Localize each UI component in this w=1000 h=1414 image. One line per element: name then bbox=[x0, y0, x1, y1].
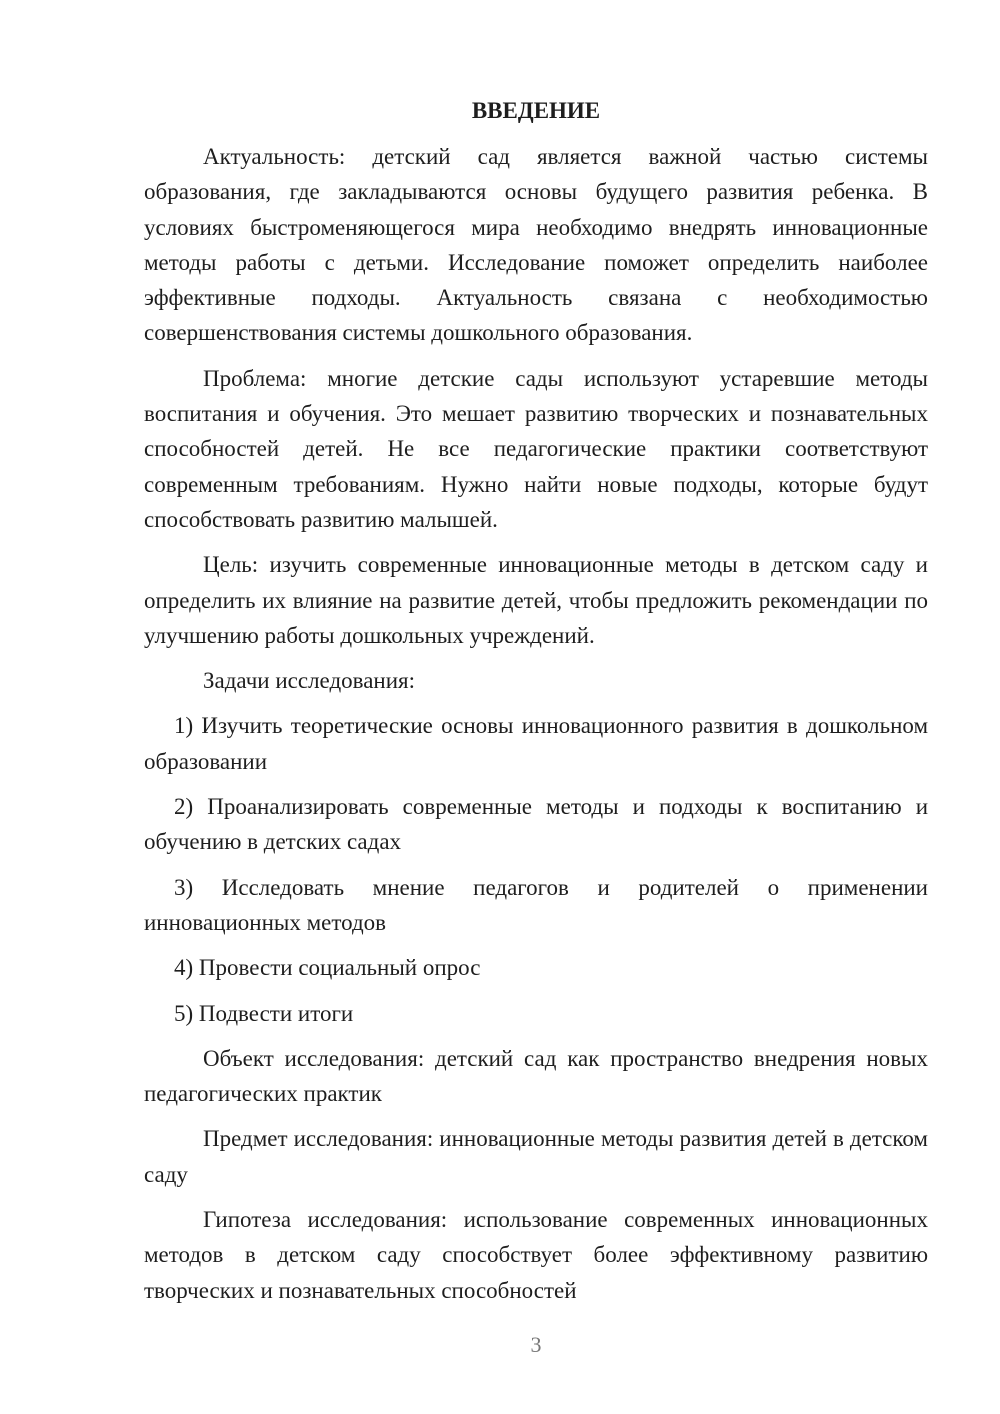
paragraph-goal: Цель: изучить современные инновационные методы в детском саду и определить их влияние на развитие детей, чтобы предложить рекомендации по улучшению работы дошкольных учреждений. bbox=[144, 552, 928, 648]
paragraph-hypothesis: Гипотеза исследования: использование современных инновационных методов в детском саду способствует более эффективному развитию творческих и познавательных способностей bbox=[144, 1207, 928, 1303]
task-item-5: 5) Подвести итоги bbox=[174, 1000, 354, 1026]
document-page bbox=[144, 94, 928, 1318]
page-number: 3 bbox=[530, 1332, 542, 1357]
section-title: ВВЕДЕНИЕ bbox=[471, 98, 601, 123]
paragraph-relevance: Актуальность: детский сад является важной частью системы образования, где закладываются основы будущего развития ребенка. В условиях быстроменяющегося мира необходимо внедрять инновационные методы работы с детьми. Исследование поможет определить наиболее эффективные подходы. Актуальность связана с необходимостью совершенствования системы дошкольного образования. bbox=[144, 144, 928, 346]
task-item-3: 3) Исследовать мнение педагогов и родителей о применении инновационных методов bbox=[144, 874, 928, 935]
paragraph-problem: Проблема: многие детские сады используют устаревшие методы воспитания и обучения. Это мешает развитию творческих и познавательных способностей детей. Не все педагогические практики соответствуют современным требованиям. Нужно найти новые подходы, которые будут способствовать развитию малышей. bbox=[144, 365, 928, 532]
task-item-4: 4) Провести социальный опрос bbox=[174, 955, 481, 981]
task-item-2: 2) Проанализировать современные методы и подходы к воспитанию и обучению в детских садах bbox=[144, 794, 928, 855]
task-item-1: 1) Изучить теоретические основы инновационного развития в дошкольном образовании bbox=[144, 713, 928, 774]
paragraph-object: Объект исследования: детский сад как пространство внедрения новых педагогических практик bbox=[144, 1045, 928, 1107]
paragraph-subject: Предмет исследования: инновационные методы развития детей в детском саду bbox=[144, 1126, 928, 1187]
tasks-heading: Задачи исследования: bbox=[203, 668, 416, 694]
